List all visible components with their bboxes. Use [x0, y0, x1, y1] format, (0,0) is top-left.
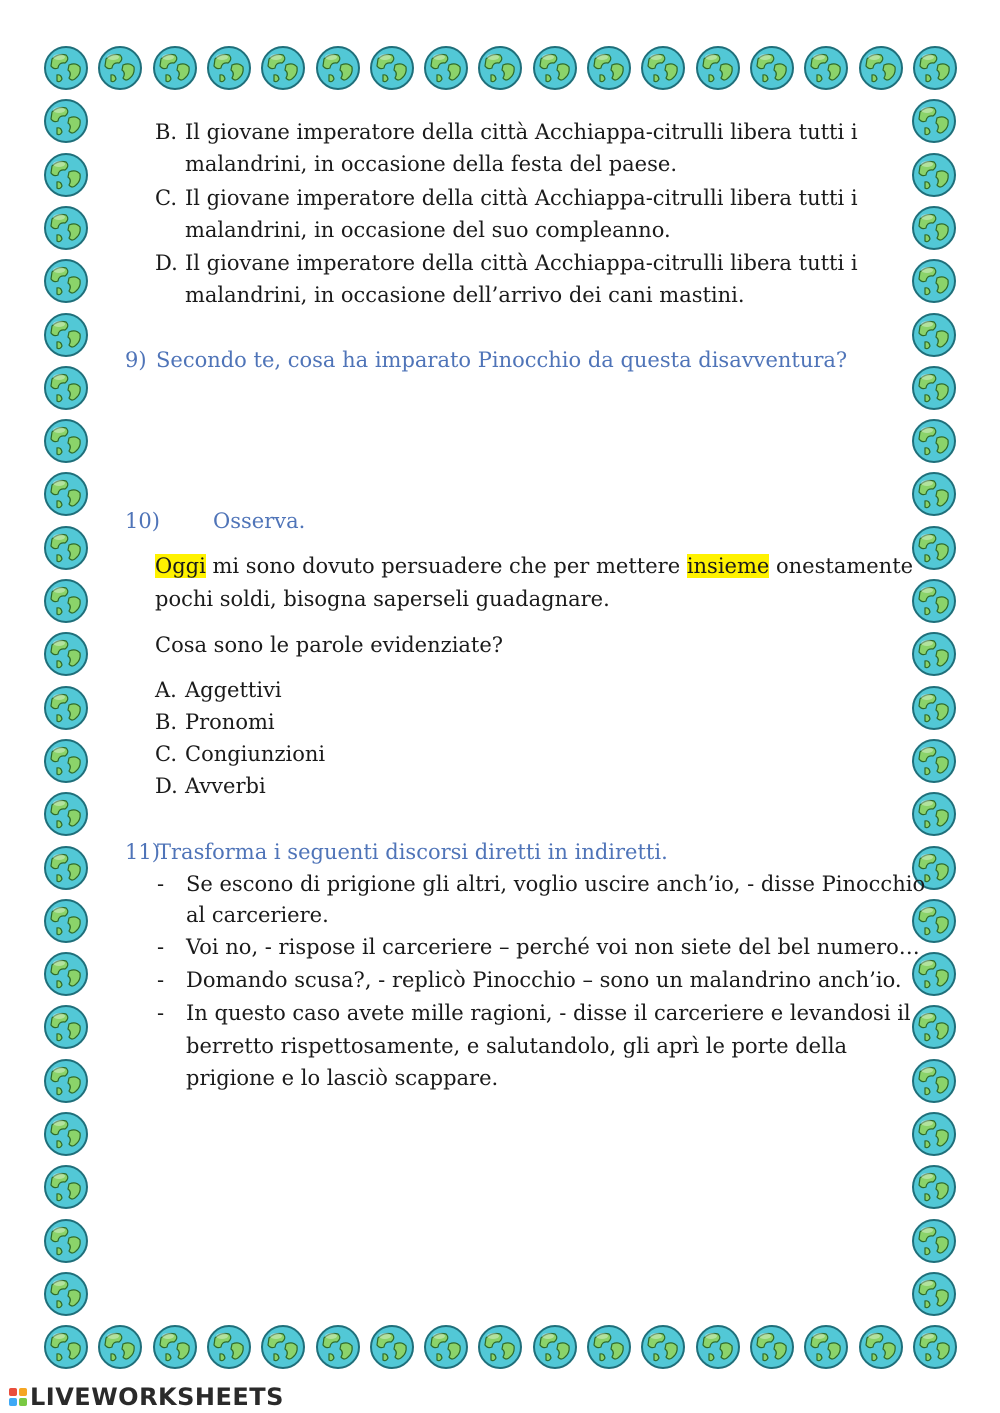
q11-item-4-line-3: prigione e lo lasciò scappare.	[186, 1066, 499, 1090]
q10-sentence-line1	[155, 552, 913, 580]
q11-item-1-line-2: al carceriere.	[186, 903, 329, 927]
q9-number: 9)	[125, 348, 147, 372]
q10-number: 10)	[125, 509, 160, 533]
sentence-part: onestamente	[769, 554, 914, 578]
q11-item-4-line-2: berretto rispettosamente, e salutandolo, gli aprì le porte della	[186, 1034, 848, 1058]
logo-square	[19, 1388, 27, 1396]
q11-item-4-line-1: In questo caso avete mille ragioni, - disse il carceriere e levandosi il	[186, 1001, 911, 1025]
q11-bullet: -	[157, 935, 165, 959]
q8-option-c-text: Il giovane imperatore della città Acchiappa-citrulli libera tutti i	[185, 186, 858, 210]
q11-bullet: -	[157, 872, 165, 896]
q8-option-d-text: Il giovane imperatore della città Acchiappa-citrulli libera tutti i	[185, 251, 858, 275]
q10-option-a-text[interactable]: Aggettivi	[185, 678, 282, 702]
q8-option-c-letter: C.	[155, 186, 177, 210]
q11-title: Trasforma i seguenti discorsi diretti in indiretti.	[157, 840, 668, 864]
q11-number: 11)	[125, 840, 160, 864]
brand-name: LIVEWORKSHEETS	[30, 1383, 284, 1411]
logo-square	[9, 1388, 17, 1396]
logo-square	[19, 1398, 27, 1406]
logo-square	[9, 1398, 17, 1406]
highlighted-word-insieme: insieme	[686, 554, 770, 578]
q11-bullet: -	[157, 968, 165, 992]
q11-item-1-line-1: Se escono di prigione gli altri, voglio uscire anch’io, - disse Pinocchio	[186, 872, 926, 896]
q8-option-b-letter: B.	[155, 120, 178, 144]
q10-option-b-letter: B.	[155, 710, 178, 734]
liveworksheets-logo-icon	[8, 1387, 28, 1407]
q10-option-c-letter: C.	[155, 742, 177, 766]
q10-option-b-text[interactable]: Pronomi	[185, 710, 275, 734]
q9-question: Secondo te, cosa ha imparato Pinocchio da questa disavventura?	[156, 348, 848, 372]
q11-item-3-line-1: Domando scusa?, - replicò Pinocchio – sono un malandrino anch’io.	[186, 968, 902, 992]
liveworksheets-logo[interactable]	[8, 1382, 284, 1412]
q11-bullet: -	[157, 1001, 165, 1025]
q10-option-a-letter: A.	[155, 678, 177, 702]
highlighted-word-oggi: Oggi	[155, 554, 206, 578]
q8-option-d-text-cont: malandrini, in occasione dell’arrivo dei cani mastini.	[185, 283, 745, 307]
sentence-part: mi sono dovuto persuadere che per mettere	[205, 554, 687, 578]
q10-sentence-line2: pochi soldi, bisogna saperseli guadagnare.	[155, 587, 610, 611]
q10-option-d-text[interactable]: Avverbi	[185, 774, 266, 798]
q11-item-2-line-1: Voi no, - rispose il carceriere – perché voi non siete del bel numero…	[186, 935, 920, 959]
q8-option-c-text-cont: malandrini, in occasione del suo compleanno.	[185, 218, 671, 242]
q8-option-b-text-cont: malandrini, in occasione della festa del paese.	[185, 152, 677, 176]
q8-option-d-letter: D.	[155, 251, 178, 275]
q10-option-d-letter: D.	[155, 774, 178, 798]
q10-title: Osserva.	[213, 509, 306, 533]
q10-question: Cosa sono le parole evidenziate?	[155, 633, 504, 657]
q10-option-c-text[interactable]: Congiunzioni	[185, 742, 326, 766]
q8-option-b-text: Il giovane imperatore della città Acchiappa-citrulli libera tutti i	[185, 120, 858, 144]
